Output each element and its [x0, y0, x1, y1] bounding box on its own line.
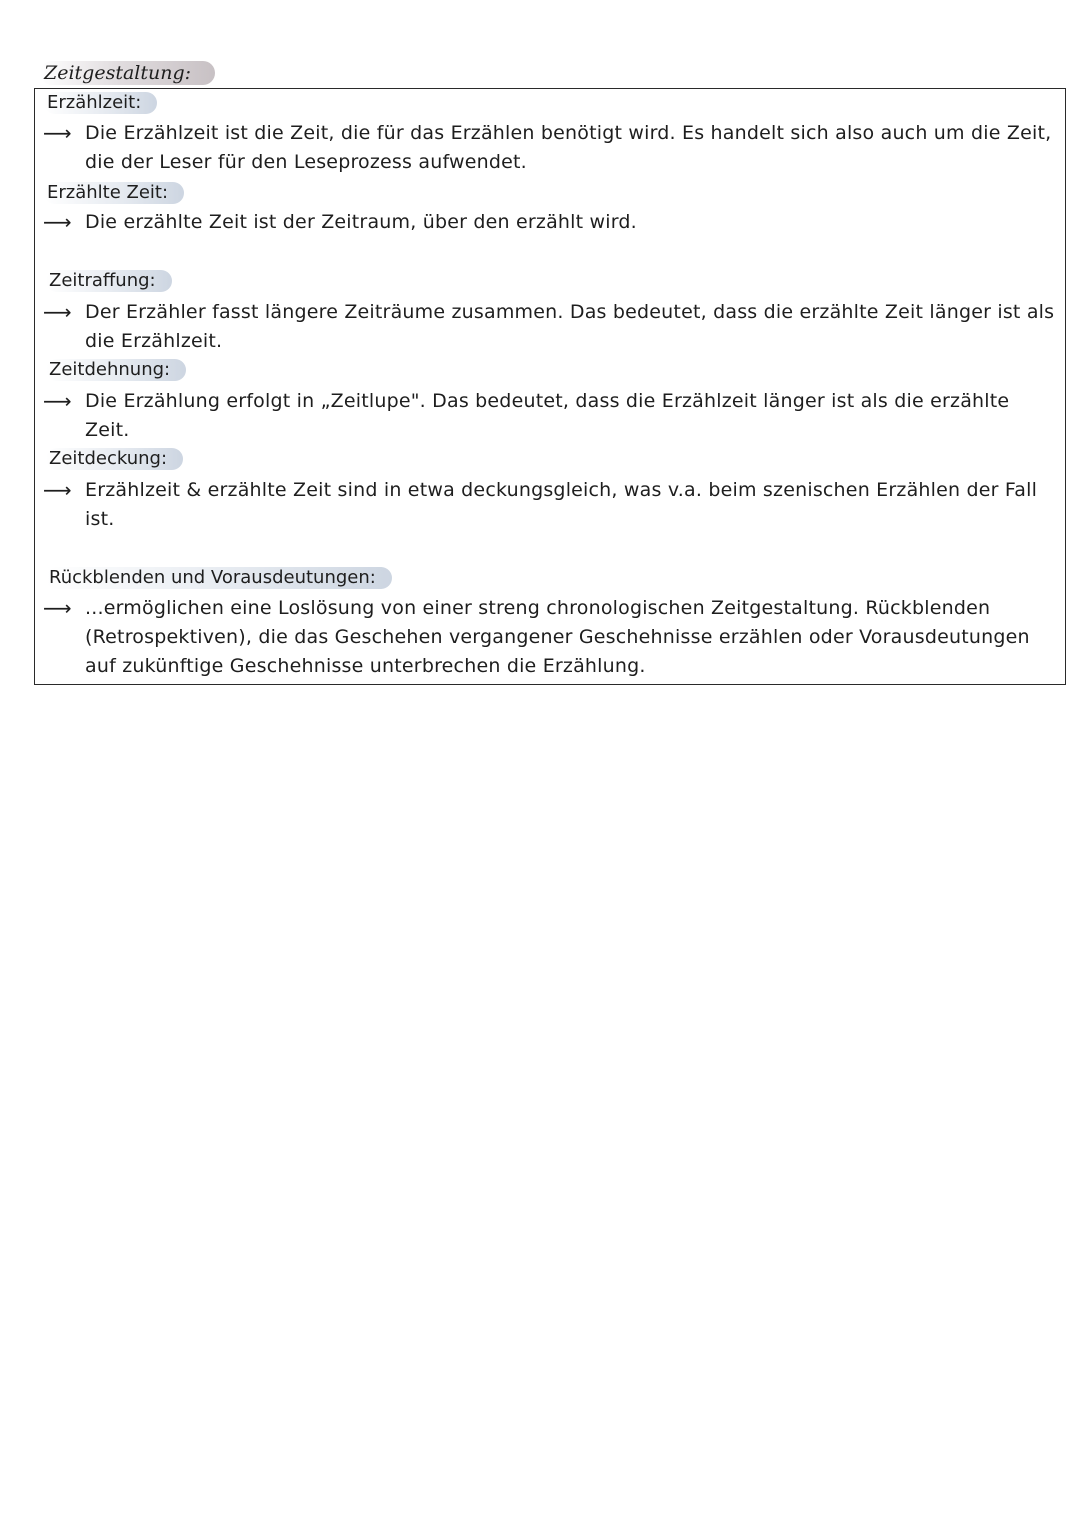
entry-text: Die Erzählung erfolgt in „Zeitlupe". Das bedeutet, dass die Erzählzeit länger ist als die erzählte Zeit. — [85, 390, 1010, 441]
heading-erzaehlte-zeit: Erzählte Zeit: — [44, 182, 184, 204]
arrow-icon: ⟶ — [43, 300, 69, 324]
arrow-icon: ⟶ — [43, 121, 69, 145]
notes-box — [34, 88, 1066, 685]
entry-zeitraffung — [43, 298, 1058, 356]
arrow-icon: ⟶ — [43, 210, 69, 234]
page-title: Zeitgestaltung: — [40, 61, 215, 85]
heading-zeitdeckung: Zeitdeckung: — [46, 448, 183, 470]
entry-text: Der Erzähler fasst längere Zeiträume zusammen. Das bedeutet, dass die erzählte Zeit länger ist als die Erzählzeit. — [85, 301, 1055, 352]
heading-zeitdehnung: Zeitdehnung: — [46, 359, 186, 381]
heading-erzaehlzeit: Erzählzeit: — [44, 92, 157, 114]
heading-zeitraffung: Zeitraffung: — [46, 270, 172, 292]
entry-erzaehlzeit — [43, 119, 1058, 177]
arrow-icon: ⟶ — [43, 478, 69, 502]
entry-zeitdehnung — [43, 387, 1058, 445]
entry-text: Die erzählte Zeit ist der Zeitraum, über den erzählt wird. — [85, 211, 637, 233]
entry-rueckblenden — [43, 594, 1058, 681]
arrow-icon: ⟶ — [43, 389, 69, 413]
entry-text: Erzählzeit & erzählte Zeit sind in etwa deckungsgleich, was v.a. beim szenischen Erzählen der Fall ist. — [85, 479, 1038, 530]
arrow-icon: ⟶ — [43, 596, 69, 620]
entry-zeitdeckung — [43, 476, 1058, 534]
heading-rueckblenden: Rückblenden und Vorausdeutungen: — [46, 567, 392, 589]
entry-text: ...ermöglichen eine Loslösung von einer streng chronologischen Zeitgestaltung. Rückblenden (Retrospektiven), die das Geschehen vergangener Geschehnisse erzählen oder Vorausdeutungen auf zukünftige Geschehnisse unterbrechen die Erzählung. — [85, 597, 1030, 677]
entry-text: Die Erzählzeit ist die Zeit, die für das Erzählen benötigt wird. Es handelt sich also auch um die Zeit, die der Leser für den Leseprozess aufwendet. — [85, 122, 1052, 173]
entry-erzaehlte-zeit — [43, 208, 1058, 237]
